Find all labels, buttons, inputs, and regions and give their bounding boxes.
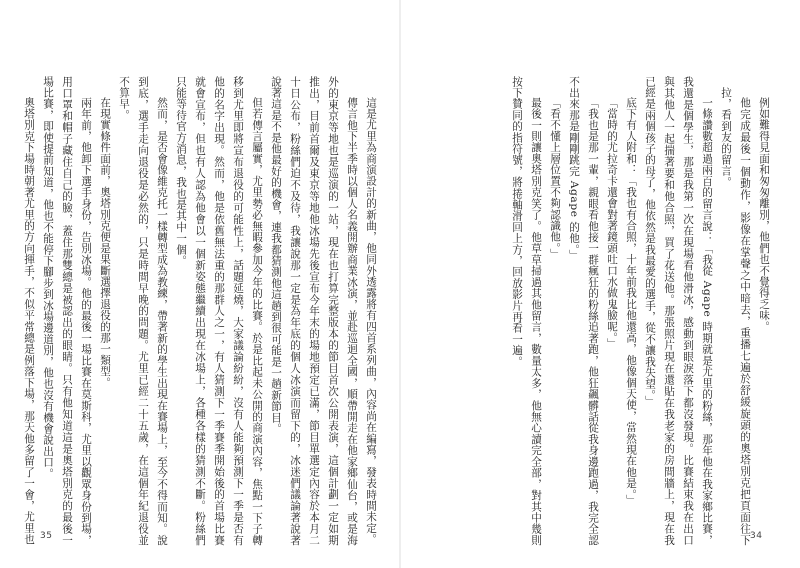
- paragraph: 這是尤里為商演設計的新曲，他同外透露將有四首系列曲，內容尚在編寫，發表時間未定。: [365, 97, 377, 546]
- right-page: [401, 0, 800, 568]
- page-number: 35: [40, 531, 53, 541]
- paragraph: 在現實條件面前，奧塔別克便是果斷選擇退役的那一類型。: [99, 97, 111, 389]
- right-text-column: [425, 76, 773, 546]
- left-page: [0, 0, 399, 568]
- paragraph: 最後一則讓奧塔別克笑了。他草草掃過其他留言，數量太多，他無心讀完全部，對其中幾則按下贊同的指符號，將捲軸滑回上方，回放影片再看一遍。: [511, 76, 542, 546]
- paragraph: 「我也是那一輩，親眼看他接一群瘋狂的粉絲追著跑，他狂飆髒話從我身邊跑過，我完全認不出來那是剛剛跳完 Agape 的他。」: [568, 76, 599, 546]
- paragraph: 兩年前，他卸下選手身份，告別冰場。他的最後一場比賽在莫斯科，尤里以觀眾身份到場，用口罩和帽子藏住自己的臉，蓋住那雙總是被認出的眼睛。只有他知道這是奧塔別克的最後一場比賽，即使提前知道，他也不能停下腳步到冰場邊道別，他也沒有機會說出口。: [42, 76, 92, 546]
- paragraph: 一條讚數超過兩百的留言說：「我從 Agape 時期就是尤里的粉絲，那年他在我家鄉比賽，我還是個學生，那是我第一次在現場看他滑冰，感動到眼淚落下都沒發現。比賽結束我在出口與其他人一起揣著要和他合照，買了花送他。那張照片現在還貼在我老家的房間牆上，現在我已經是兩個孩子的母了，他依然是我最愛的選手，從不讓我失望。」: [644, 76, 713, 546]
- paragraph: 但若傳言屬實，尤里勢必無暇參加今年的比賽。於是比起未公開的商演內容，焦點一下子轉移到尤里即將宣布退役的可能性上，話題延燒，大家議論紛紛，沒有人能夠預測下一季是否有他的名字出現。然而，他是依舊無法重的那群人之一，有人猜測下一季賽季開始後的首場比賽就會宣布，但也有人認為他會以一個新姿態繼續出現在冰場上，各種各樣的猜測不斷。粉絲們只能等待官方消息，我也是其中一個。: [175, 76, 263, 546]
- paragraph: 然而，是否會像維克托一樣轉型成為教練，帶著新的學生出現在賽場上，至今不得而知。說到底，選手走向退役是必然的，只是時間早晚的問題。尤里已經二十五歲，在這個年紀退役並不算早。: [118, 76, 168, 546]
- page-number: 34: [750, 531, 763, 541]
- paragraph: 例如難得見面和匆匆離別，他們也不覺得乏味。: [758, 97, 770, 333]
- paragraph: 底下有人附和：「我也有合照，十年前我比他還高，他像個天使，當然現在他是。」: [625, 97, 637, 507]
- paragraph: 「當時的尤拉奇卡還會對著鏡頭吐口水做鬼臉呢。」: [606, 97, 618, 350]
- paragraph: 他完成最後一個動作，影像在掌聲之中暗去，重播七遍於舒緩旋頭的奧塔別克把頁面往下拉，看到友的留言。: [720, 86, 751, 546]
- left-text-column: [23, 76, 380, 546]
- paragraph: 傳言他下半季時以個人名義開辦商業冰演，並赴巡迴全國，順帶開走在他家鄉仙台，或是海外的東京等地也是巡演的一站，現在也打算完整版本的節目首次公開表演，這個計劃一定如期推出，目前首爾及東京等地他冰場先後宣布今年末的場地預定已滿，節目單選定內容於本月二十日公布，粉絲們迫不及待，我讓說那一定是為年底的個人冰演而留下的，冰迷們議論著說著說著這是不是他最好的機會，連我都猜測他這趟到很可能是一趟新節目。: [270, 76, 358, 546]
- paragraph: 「看不懂上層位置不夠認識他。」: [549, 97, 561, 260]
- paragraph: 奧塔別克下場時朝著尤里的方向揮手，不似平常總是例落下場，那天他多留了一會，尤里也: [23, 97, 35, 546]
